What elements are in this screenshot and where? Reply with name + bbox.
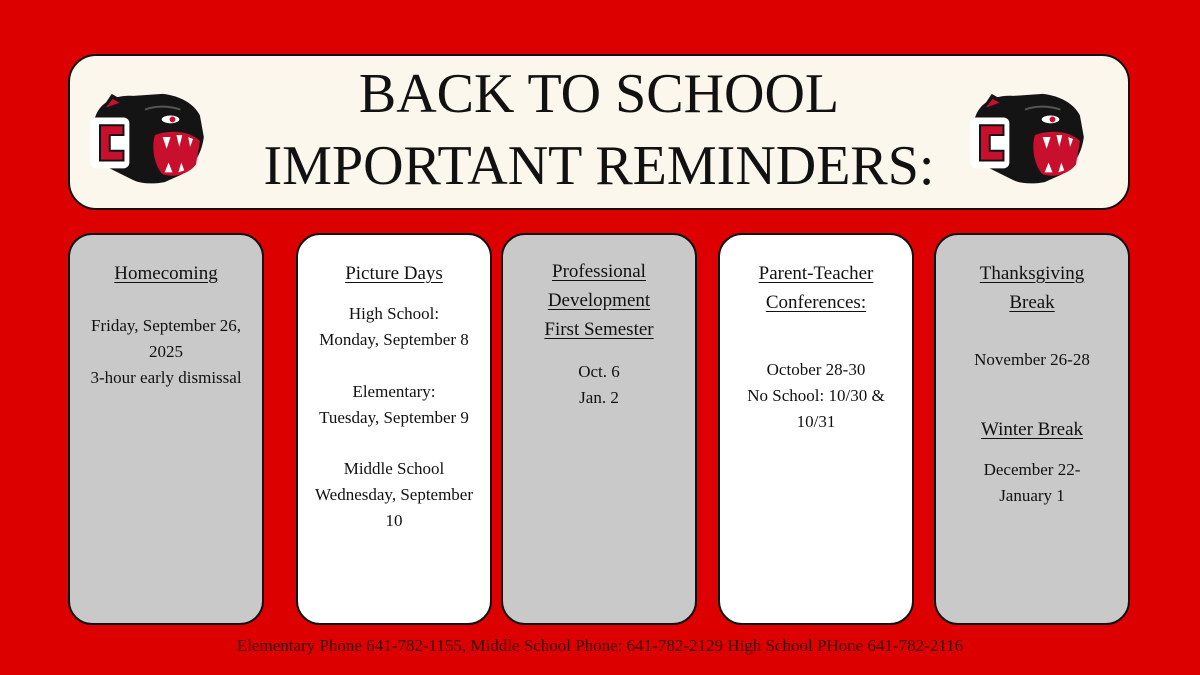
homecoming-card [68,233,264,625]
card-line: November 26-28 [974,350,1090,369]
card-line: 10/31 [796,412,836,431]
card-line: Wednesday, September [314,485,474,504]
parent-teacher-card [718,233,914,625]
footer-phone-numbers: Elementary Phone 641-782-1155, Middle School Phone: 641-782-2129 High School PHone 641-782-2116 [236,636,964,655]
card-line: Oct. 6 [578,362,620,381]
card-line: December 22- [983,460,1081,479]
card-heading: Homecoming [114,263,218,284]
panther-logo-icon [86,90,208,188]
card-line: Monday, September 8 [319,330,469,349]
breaks-card [934,233,1130,625]
card-line: No School: 10/30 & [747,386,885,405]
card-heading: Break [1009,292,1055,313]
card-line: 3-hour early dismissal [90,368,242,387]
card-heading: First Semester [544,319,654,340]
professional-development-card [501,233,697,625]
card-line: Jan. 2 [579,388,619,407]
card-line: January 1 [999,486,1065,505]
title-line-1: BACK TO SCHOOL [358,63,840,125]
card-heading: Professional [552,261,646,282]
card-heading: Conferences: [765,292,867,313]
card-line: October 28-30 [766,360,866,379]
card-line: High School: [348,304,440,323]
card-heading: Thanksgiving [979,263,1085,284]
title-line-2: IMPORTANT REMINDERS: [263,135,935,197]
card-line: Middle School [343,459,445,478]
title-banner [68,54,1130,210]
picture-days-card [296,233,492,625]
card-line: Friday, September 26, [91,316,241,335]
card-heading: Development [547,290,651,311]
panther-logo-icon [966,90,1088,188]
card-line: 2025 [149,342,183,361]
card-heading: Picture Days [345,263,443,284]
card-line: Elementary: [352,382,436,401]
card-line: 10 [385,511,403,530]
card-line: Tuesday, September 9 [319,408,469,427]
card-heading: Parent-Teacher [758,263,874,284]
card-heading: Winter Break [980,419,1084,440]
